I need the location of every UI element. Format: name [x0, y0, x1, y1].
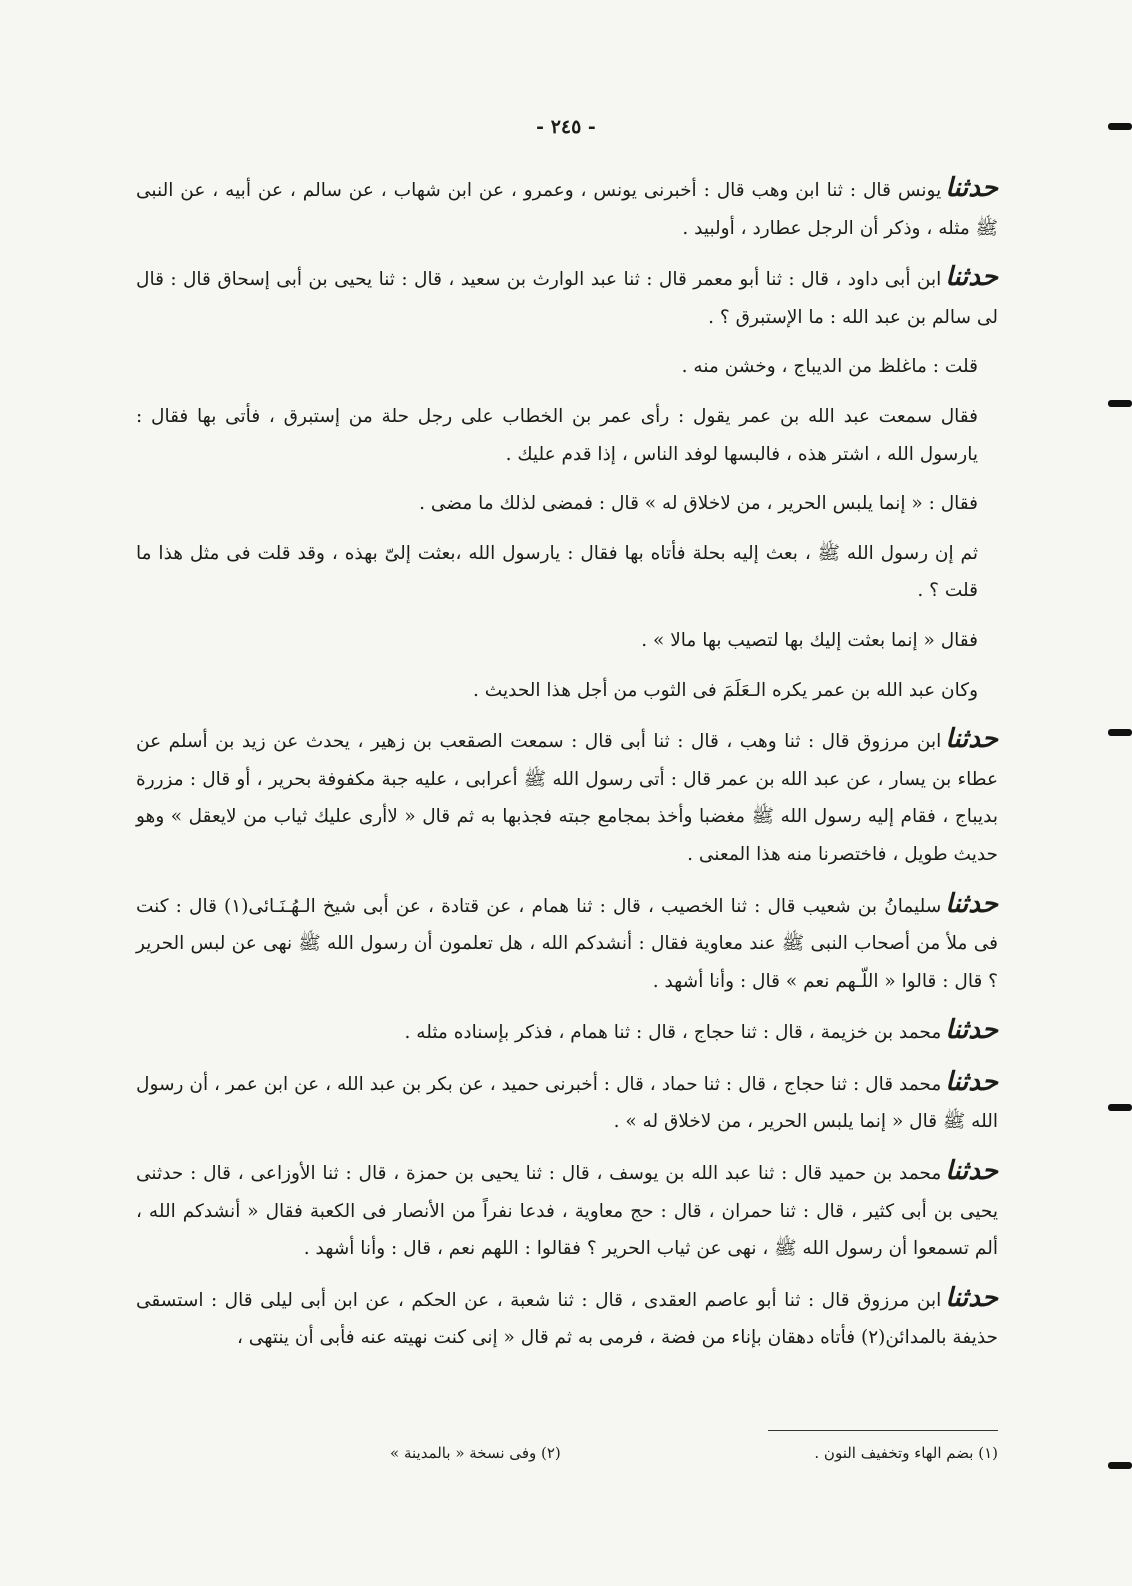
hadith-lead: حدثنا: [945, 1015, 998, 1046]
paragraph-text: قلت : ماغلظ من الديباج ، وخشن منه .: [681, 356, 978, 378]
hadith-lead: حدثنا: [945, 888, 998, 919]
paragraph-text: سليمانُ بن شعيب قال : ثنا الخصيب ، قال : ثنا همام ، عن قتادة ، عن أبى شيخ الـهُـنَـائى(١) قال : كنت فى ملأ من أصحاب النبى ﷺ عند معاوية فقال : أنشدكم الله ، هل تعلمون أن رسول الله ﷺ نهى عن لبس الحرير ؟ قال : قالوا « اللّـهم نعم » قال : وأنا أشهد .: [136, 895, 998, 992]
paragraph-10: [136, 886, 998, 1001]
paragraph-text: محمد بن خزيمة ، قال : ثنا حجاج ، قال : ثنا همام ، فذكر بإسناده مثله .: [404, 1022, 942, 1044]
hadith-lead: حدثنا: [945, 724, 998, 755]
paragraph-text: فقال : « إنما يلبس الحرير ، من لاخلاق له » قال : فمضى لذلك ما مضى .: [419, 493, 978, 515]
paragraph-text: ابن مرزوق قال : ثنا أبو عاصم العقدى ، قال : ثنا شعبة ، عن الحكم ، عن ابن أبى ليلى قال : استسقى حذيفة بالمدائن(٢) فأتاه دهقان بإناء من فضة ، فرمى به ثم قال « إنى كنت نهيته عنه فأبى أن ينتهى ،: [136, 1289, 998, 1349]
scan-edge-mark: [1108, 1462, 1132, 1469]
paragraph-text: محمد قال : ثنا حجاج ، قال : ثنا حماد ، قال : أخبرنى حميد ، عن بكر بن عبد الله ، عن ابن عمر ، أن رسول الله ﷺ قال « إنما يلبس الحرير ، من لاخلاق له » .: [136, 1073, 998, 1133]
scan-edge-mark: [1108, 1104, 1132, 1111]
paragraph-8: [136, 672, 998, 710]
hadith-lead: حدثنا: [945, 262, 998, 293]
paragraph-text: يونس قال : ثنا ابن وهب قال : أخبرنى يونس ، وعمرو ، عن ابن شهاب ، عن سالم ، عن أبيه ، عن النبى ﷺ مثله ، وذكر أن الرجل عطارد ، أولبيد .: [136, 180, 998, 239]
paragraph-5: [136, 485, 998, 523]
paragraph-4: [136, 398, 998, 473]
paragraph-12: [136, 1064, 998, 1141]
main-text: [136, 170, 998, 1369]
hadith-lead: حدثنا: [945, 173, 998, 203]
paragraph-1: [136, 170, 998, 247]
paragraph-11: [136, 1012, 998, 1052]
footnote-2: (٢) وفى نسخة « بالمدينة »: [390, 1444, 561, 1462]
paragraph-text: فقال « إنما بعثت إليك بها لتصيب بها مالا » .: [641, 629, 978, 651]
footnotes: [390, 1444, 998, 1462]
scan-edge-mark: [1108, 123, 1132, 130]
footnote-rule: [768, 1430, 998, 1431]
paragraph-13: [136, 1153, 998, 1268]
paragraph-text: ابن أبى داود ، قال : ثنا أبو معمر قال : ثنا عبد الوارث بن سعيد ، قال : ثنا يحيى بن أبى إسحاق قال : قال لى سالم بن عبد الله : ما الإستبرق ؟ .: [136, 269, 998, 328]
paragraph-2: [136, 259, 998, 336]
footnote-1: (١) بضم الهاء وتخفيف النون .: [814, 1444, 998, 1462]
paragraph-9: [136, 721, 998, 873]
paragraph-3: [136, 348, 998, 386]
paragraph-14: [136, 1280, 998, 1357]
paragraph-text: ابن مرزوق قال : ثنا وهب ، قال : ثنا أبى قال : سمعت الصقعب بن زهير ، يحدث عن زيد بن أسلم عن عطاء بن يسار ، عن عبد الله بن عمر قال : أتى رسول الله ﷺ أعرابى ، عليه جبة مكفوفة بحرير ، أو قال : مزررة بديباج ، فقام إليه رسول الله ﷺ مغضبا وأخذ بمجامع جبته فجذبها به ثم قال « لاأرى عليك ثياب من لايعقل » وهو حديث طويل ، فاختصرنا منه هذا المعنى .: [136, 731, 998, 865]
scan-edge-mark: [1108, 400, 1132, 407]
paragraph-text: محمد بن حميد قال : ثنا عبد الله بن يوسف ، قال : ثنا يحيى بن حمزة ، قال : ثنا الأوزاعى ، قال : حدثنى يحيى بن أبى كثير ، قال : ثنا حمران ، قال : حج معاوية ، فدعا نفراً من الأنصار فى الكعبة فقال « أنشدكم الله ، ألم تسمعوا أن رسول الله ﷺ ، نهى عن ثياب الحرير ؟ فقالوا : اللهم نعم ، قال : وأنا أشهد .: [136, 1163, 998, 1260]
scan-edge-mark: [1108, 729, 1132, 736]
paragraph-6: [136, 535, 998, 610]
paragraph-7: [136, 622, 998, 660]
hadith-lead: حدثنا: [945, 1282, 998, 1313]
paragraph-text: وكان عبد الله بن عمر يكره الـعَلَمَ فى الثوب من أجل هذا الحديث .: [473, 679, 978, 701]
hadith-lead: حدثنا: [945, 1066, 998, 1097]
paragraph-text: فقال سمعت عبد الله بن عمر يقول : رأى عمر بن الخطاب على رجل حلة من إستبرق ، فأتى بها فقال : يارسول الله ، اشتر هذه ، فالبسها لوفد الناس ، إذا قدم عليك .: [136, 405, 978, 465]
paragraph-text: ثم إن رسول الله ﷺ ، بعث إليه بحلة فأتاه بها فقال : يارسول الله ،بعثت إلىّ بهذه ، وقد قلت فى مثل هذا ما قلت ؟ .: [136, 542, 978, 602]
page-number: - ٢٤٥ -: [536, 116, 596, 138]
hadith-lead: حدثنا: [945, 1156, 998, 1187]
